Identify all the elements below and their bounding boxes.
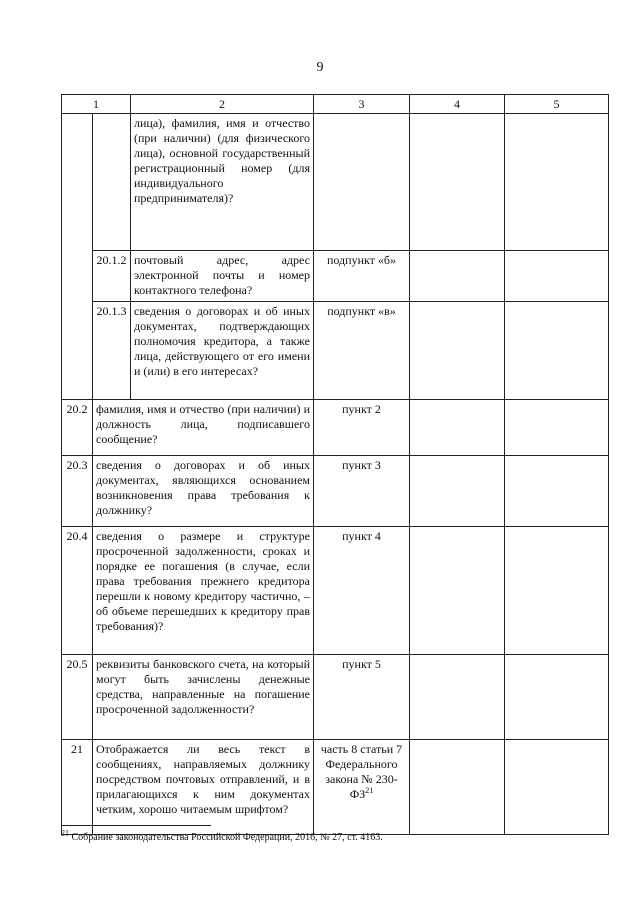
legal-reference: пункт 5: [314, 655, 410, 740]
answer-cell: [410, 302, 505, 400]
legal-reference: [314, 114, 410, 251]
header-col-4: 4: [410, 95, 505, 114]
answer-cell: [410, 456, 505, 527]
header-row: [62, 95, 609, 114]
header-col-2: 2: [131, 95, 314, 114]
table-row: [62, 251, 609, 302]
page-number: 9: [316, 60, 324, 75]
item-number: 20.2: [62, 400, 93, 456]
subitem-number: 20.1.3: [93, 302, 131, 400]
note-cell: [505, 400, 609, 456]
legal-reference: пункт 2: [314, 400, 410, 456]
footnote: [61, 828, 608, 843]
header-col-3: 3: [314, 95, 410, 114]
item-number: 20.3: [62, 456, 93, 527]
table-row: [62, 400, 609, 456]
item-number: 20.4: [62, 527, 93, 655]
checklist-table: [61, 94, 609, 835]
table-row: [62, 114, 609, 251]
answer-cell: [410, 400, 505, 456]
table-row: [62, 527, 609, 655]
question-text: лица), фамилия, имя и отчество (при наличии) (для физического лица), основной государственный регистрационный номер (для индивидуального предпринимателя)?: [131, 114, 314, 251]
legal-reference-text: часть 8 статьи 7 Федерального закона № 230-ФЗ: [320, 742, 403, 801]
header-col-5: 5: [505, 95, 609, 114]
legal-reference: подпункт «в»: [314, 302, 410, 400]
table-row: [62, 740, 609, 835]
note-cell: [505, 456, 609, 527]
parent-item-cell: [62, 114, 93, 400]
question-text: сведения о договорах и об иных документах, являющихся основанием возникновения права требования к должнику?: [93, 456, 314, 527]
table-row: [62, 655, 609, 740]
answer-cell: [410, 114, 505, 251]
table-row: [62, 302, 609, 400]
subitem-number: 20.1.2: [93, 251, 131, 302]
note-cell: [505, 527, 609, 655]
question-text: Отображается ли весь текст в сообщениях, направляемых должнику посредством почтовых отправлений, и в прилагающихся к ним документах четким, хорошо читаемым шрифтом?: [93, 740, 314, 835]
note-cell: [505, 302, 609, 400]
legal-reference: пункт 3: [314, 456, 410, 527]
header-col-1: 1: [62, 95, 131, 114]
item-number: 21: [62, 740, 93, 835]
legal-reference: пункт 4: [314, 527, 410, 655]
note-cell: [505, 114, 609, 251]
note-cell: [505, 655, 609, 740]
footnote-marker: 21: [365, 786, 374, 795]
answer-cell: [410, 655, 505, 740]
note-cell: [505, 740, 609, 835]
footnote-text: Собрание законодательства Российской Федерации, 2016, № 27, ст. 4163.: [69, 832, 383, 843]
legal-reference: [314, 740, 410, 835]
subitem-number: [93, 114, 131, 251]
answer-cell: [410, 251, 505, 302]
footnote-number: 21: [61, 828, 69, 838]
table-row: [62, 456, 609, 527]
question-text: фамилия, имя и отчество (при наличии) и должность лица, подписавшего сообщение?: [93, 400, 314, 456]
question-text: сведения о договорах и об иных документах, подтверждающих полномочия кредитора, а также лица, действующего от его имени и (или) в его интересах?: [131, 302, 314, 400]
legal-reference: подпункт «б»: [314, 251, 410, 302]
footnote-divider: [61, 825, 211, 826]
answer-cell: [410, 740, 505, 835]
question-text: почтовый адрес, адрес электронной почты и номер контактного телефона?: [131, 251, 314, 302]
note-cell: [505, 251, 609, 302]
question-text: реквизиты банковского счета, на который могут быть зачислены денежные средства, направленные на погашение просроченной задолженности?: [93, 655, 314, 740]
question-text: сведения о размере и структуре просроченной задолженности, сроках и порядке ее погашения (в случае, если права требования прежнего кредитора перешли к новому кредитору частично, – об объеме перешедших к кредитору прав требования)?: [93, 527, 314, 655]
answer-cell: [410, 527, 505, 655]
item-number: 20.5: [62, 655, 93, 740]
